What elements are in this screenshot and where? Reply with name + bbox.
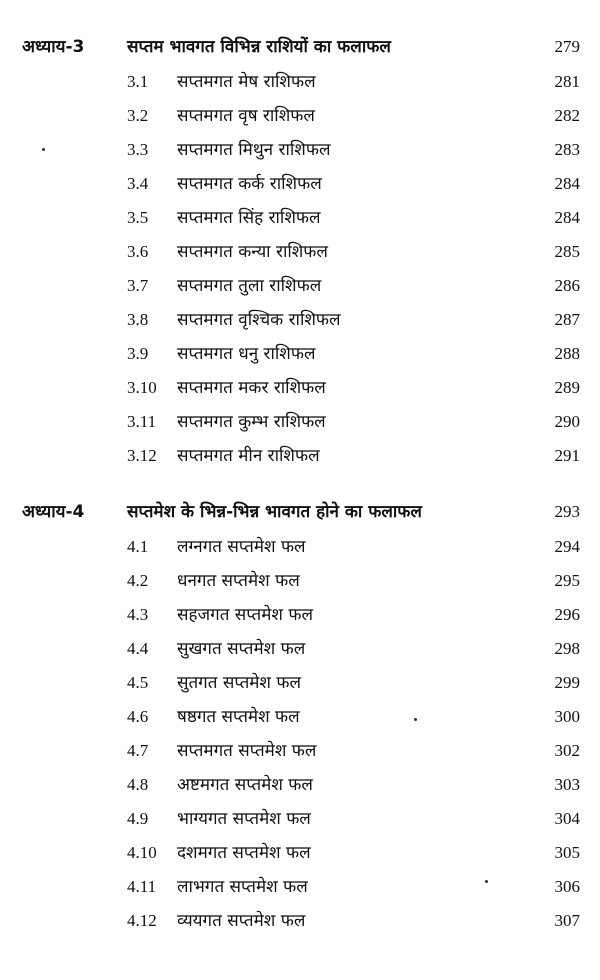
scan-speck (414, 718, 417, 721)
scan-speck (42, 148, 45, 151)
section-title: दशमगत सप्तमेश फल (177, 843, 311, 863)
section-page-number: 304 (554, 809, 580, 828)
section-page-number: 299 (554, 673, 580, 692)
section-title: सहजगत सप्तमेश फल (177, 605, 313, 625)
section-number: 3.6 (127, 242, 149, 261)
section-number: 4.1 (127, 537, 149, 556)
section-page-number: 295 (554, 571, 580, 590)
section-title: सप्तमगत मीन राशिफल (177, 446, 320, 466)
section-number: 3.11 (127, 412, 157, 431)
toc-entry (0, 169, 600, 199)
section-page-number: 289 (554, 378, 580, 397)
section-title: सप्तमगत सप्तमेश फल (177, 741, 317, 761)
toc-entry (0, 634, 600, 664)
section-number: 4.10 (127, 843, 157, 862)
section-page-number: 284 (554, 174, 580, 193)
chapter-page-number: 279 (554, 37, 580, 56)
section-page-number: 285 (554, 242, 580, 261)
section-page-number: 306 (554, 877, 580, 896)
toc-entry (0, 271, 600, 301)
section-number: 4.4 (127, 639, 149, 658)
toc-entry (0, 67, 600, 97)
section-page-number: 296 (554, 605, 580, 624)
toc-entry (0, 441, 600, 471)
section-number: 3.5 (127, 208, 149, 227)
section-number: 3.12 (127, 446, 157, 465)
toc-entry (0, 702, 600, 732)
section-number: 4.11 (127, 877, 157, 896)
section-number: 4.12 (127, 911, 157, 930)
section-page-number: 282 (554, 106, 580, 125)
toc-entry (0, 770, 600, 800)
section-page-number: 290 (554, 412, 580, 431)
toc-entry (0, 804, 600, 834)
chapter-label: अध्याय-3 (22, 37, 85, 57)
toc-entry (0, 668, 600, 698)
section-title: व्ययगत सप्तमेश फल (177, 911, 306, 931)
section-number: 3.8 (127, 310, 149, 329)
toc-entry (0, 838, 600, 868)
chapter-title: सप्तमेश के भिन्न-भिन्न भावगत होने का फलाफल (127, 502, 422, 522)
section-number: 3.1 (127, 72, 149, 91)
section-number: 4.2 (127, 571, 149, 590)
section-number: 4.7 (127, 741, 149, 760)
section-page-number: 281 (554, 72, 580, 91)
toc-entry (0, 203, 600, 233)
toc-entry (0, 305, 600, 335)
section-title: सप्तमगत कन्या राशिफल (177, 242, 328, 262)
section-number: 4.3 (127, 605, 149, 624)
section-title: सुखगत सप्तमेश फल (177, 639, 306, 659)
section-page-number: 288 (554, 344, 580, 363)
section-page-number: 307 (554, 911, 580, 930)
chapter-title: सप्तम भावगत विभिन्न राशियों का फलाफल (127, 37, 391, 57)
section-title: सप्तमगत सिंह राशिफल (177, 208, 321, 228)
toc-entry (0, 532, 600, 562)
section-title: लग्नगत सप्तमेश फल (177, 537, 306, 557)
section-title: सप्तमगत धनु राशिफल (177, 344, 316, 364)
section-title: अष्टमगत सप्तमेश फल (177, 775, 313, 795)
section-title: सप्तमगत वृष राशिफल (177, 106, 315, 126)
section-number: 3.9 (127, 344, 149, 363)
section-number: 3.3 (127, 140, 149, 159)
section-title: सप्तमगत मकर राशिफल (177, 378, 326, 398)
toc-entry (0, 872, 600, 902)
section-title: सुतगत सप्तमेश फल (177, 673, 302, 693)
toc-entry (0, 373, 600, 403)
chapter-label: अध्याय-4 (22, 502, 85, 522)
section-number: 3.4 (127, 174, 149, 193)
section-page-number: 286 (554, 276, 580, 295)
section-number: 3.2 (127, 106, 149, 125)
section-number: 3.10 (127, 378, 157, 397)
section-title: सप्तमगत कर्क राशिफल (177, 174, 322, 194)
section-title: सप्तमगत वृश्चिक राशिफल (177, 310, 341, 330)
toc-entry (0, 237, 600, 267)
toc-entry (0, 736, 600, 766)
section-number: 4.6 (127, 707, 149, 726)
section-page-number: 303 (554, 775, 580, 794)
section-page-number: 294 (554, 537, 580, 556)
section-title: सप्तमगत तुला राशिफल (177, 276, 322, 296)
section-title: सप्तमगत कुम्भ राशिफल (177, 412, 326, 432)
section-number: 4.9 (127, 809, 149, 828)
section-page-number: 283 (554, 140, 580, 159)
toc-entry (0, 906, 600, 936)
section-page-number: 284 (554, 208, 580, 227)
section-page-number: 302 (554, 741, 580, 760)
toc-entry (0, 339, 600, 369)
section-title: षष्ठगत सप्तमेश फल (177, 707, 300, 727)
section-title: सप्तमगत मेष राशिफल (177, 72, 316, 92)
toc-entry (0, 135, 600, 165)
section-title: सप्तमगत मिथुन राशिफल (177, 140, 331, 160)
chapter-heading-4 (0, 497, 600, 527)
section-title: भाग्यगत सप्तमेश फल (177, 809, 311, 829)
section-page-number: 287 (554, 310, 580, 329)
section-number: 4.5 (127, 673, 149, 692)
toc-entry (0, 600, 600, 630)
section-page-number: 291 (554, 446, 580, 465)
chapter-page-number: 293 (554, 502, 580, 521)
section-page-number: 298 (554, 639, 580, 658)
section-title: धनगत सप्तमेश फल (177, 571, 300, 591)
section-title: लाभगत सप्तमेश फल (177, 877, 308, 897)
section-number: 4.8 (127, 775, 149, 794)
section-page-number: 300 (554, 707, 580, 726)
chapter-heading-3 (0, 32, 600, 62)
toc-entry (0, 407, 600, 437)
scan-speck (485, 880, 488, 883)
toc-entry (0, 566, 600, 596)
toc-entry (0, 101, 600, 131)
section-number: 3.7 (127, 276, 149, 295)
section-page-number: 305 (554, 843, 580, 862)
